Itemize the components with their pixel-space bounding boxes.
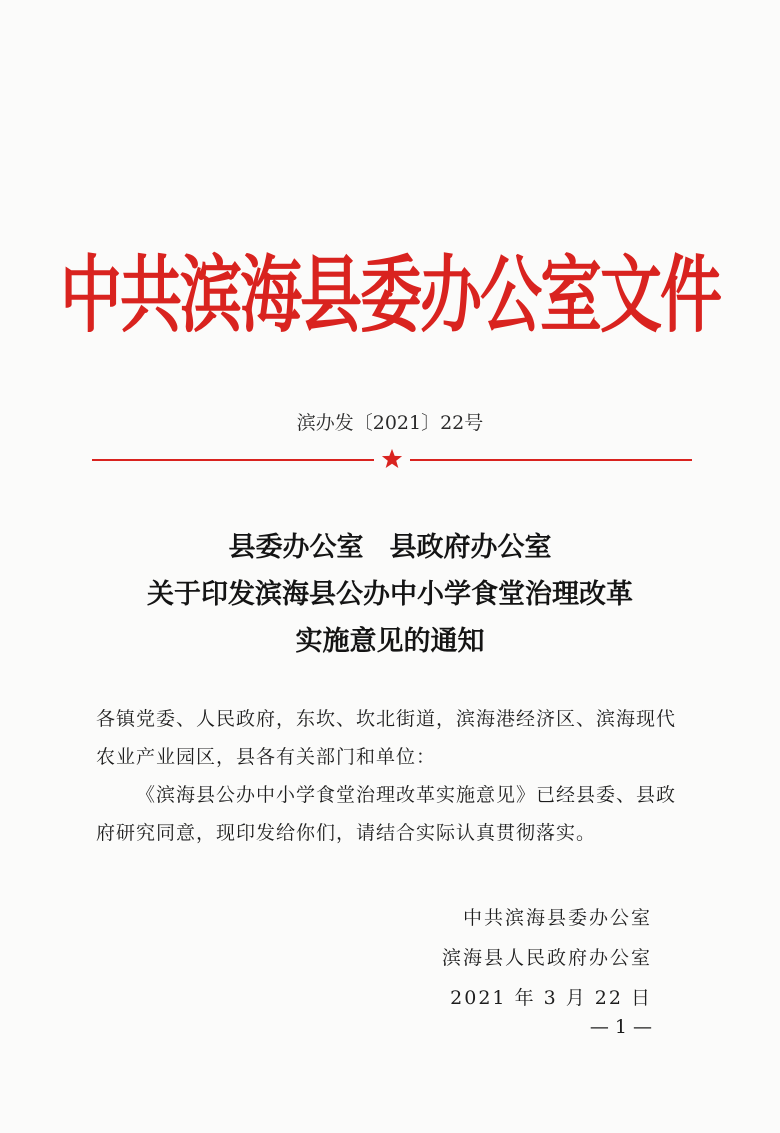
document-header-title: 中共滨海县委办公室文件 (59, 245, 720, 345)
header-divider (92, 449, 692, 471)
notice-body (96, 700, 688, 852)
signature-block (442, 898, 652, 1018)
addressees-paragraph: 各镇党委、人民政府，东坎、坎北街道，滨海港经济区、滨海现代农业产业园区，县各有关部门和单位： (96, 708, 677, 768)
main-paragraph: 《滨海县公办中小学食堂治理改革实施意见》已经县委、县政府研究同意，现印发给你们，请结合实际认真贯彻落实。 (96, 784, 677, 844)
signature-org-1: 中共滨海县委办公室 (462, 907, 652, 929)
signature-date: 2021 年 3 月 22 日 (450, 987, 652, 1009)
notice-title-line-1 (0, 524, 780, 571)
issuer-county-committee-office: 县委办公室 (228, 532, 364, 563)
star-icon (381, 448, 403, 470)
page-number: — 1 — (589, 1016, 652, 1038)
notice-title-line-2: 关于印发滨海县公办中小学食堂治理改革 (147, 579, 633, 610)
issuer-county-government-office: 县政府办公室 (389, 532, 552, 563)
notice-title (0, 524, 780, 665)
divider-line-right (410, 459, 692, 461)
signature-org-2: 滨海县人民政府办公室 (441, 947, 652, 969)
divider-line-left (92, 459, 374, 461)
document-number: 滨办发〔2021〕22号 (296, 412, 484, 434)
notice-title-line-3: 实施意见的通知 (295, 626, 485, 657)
